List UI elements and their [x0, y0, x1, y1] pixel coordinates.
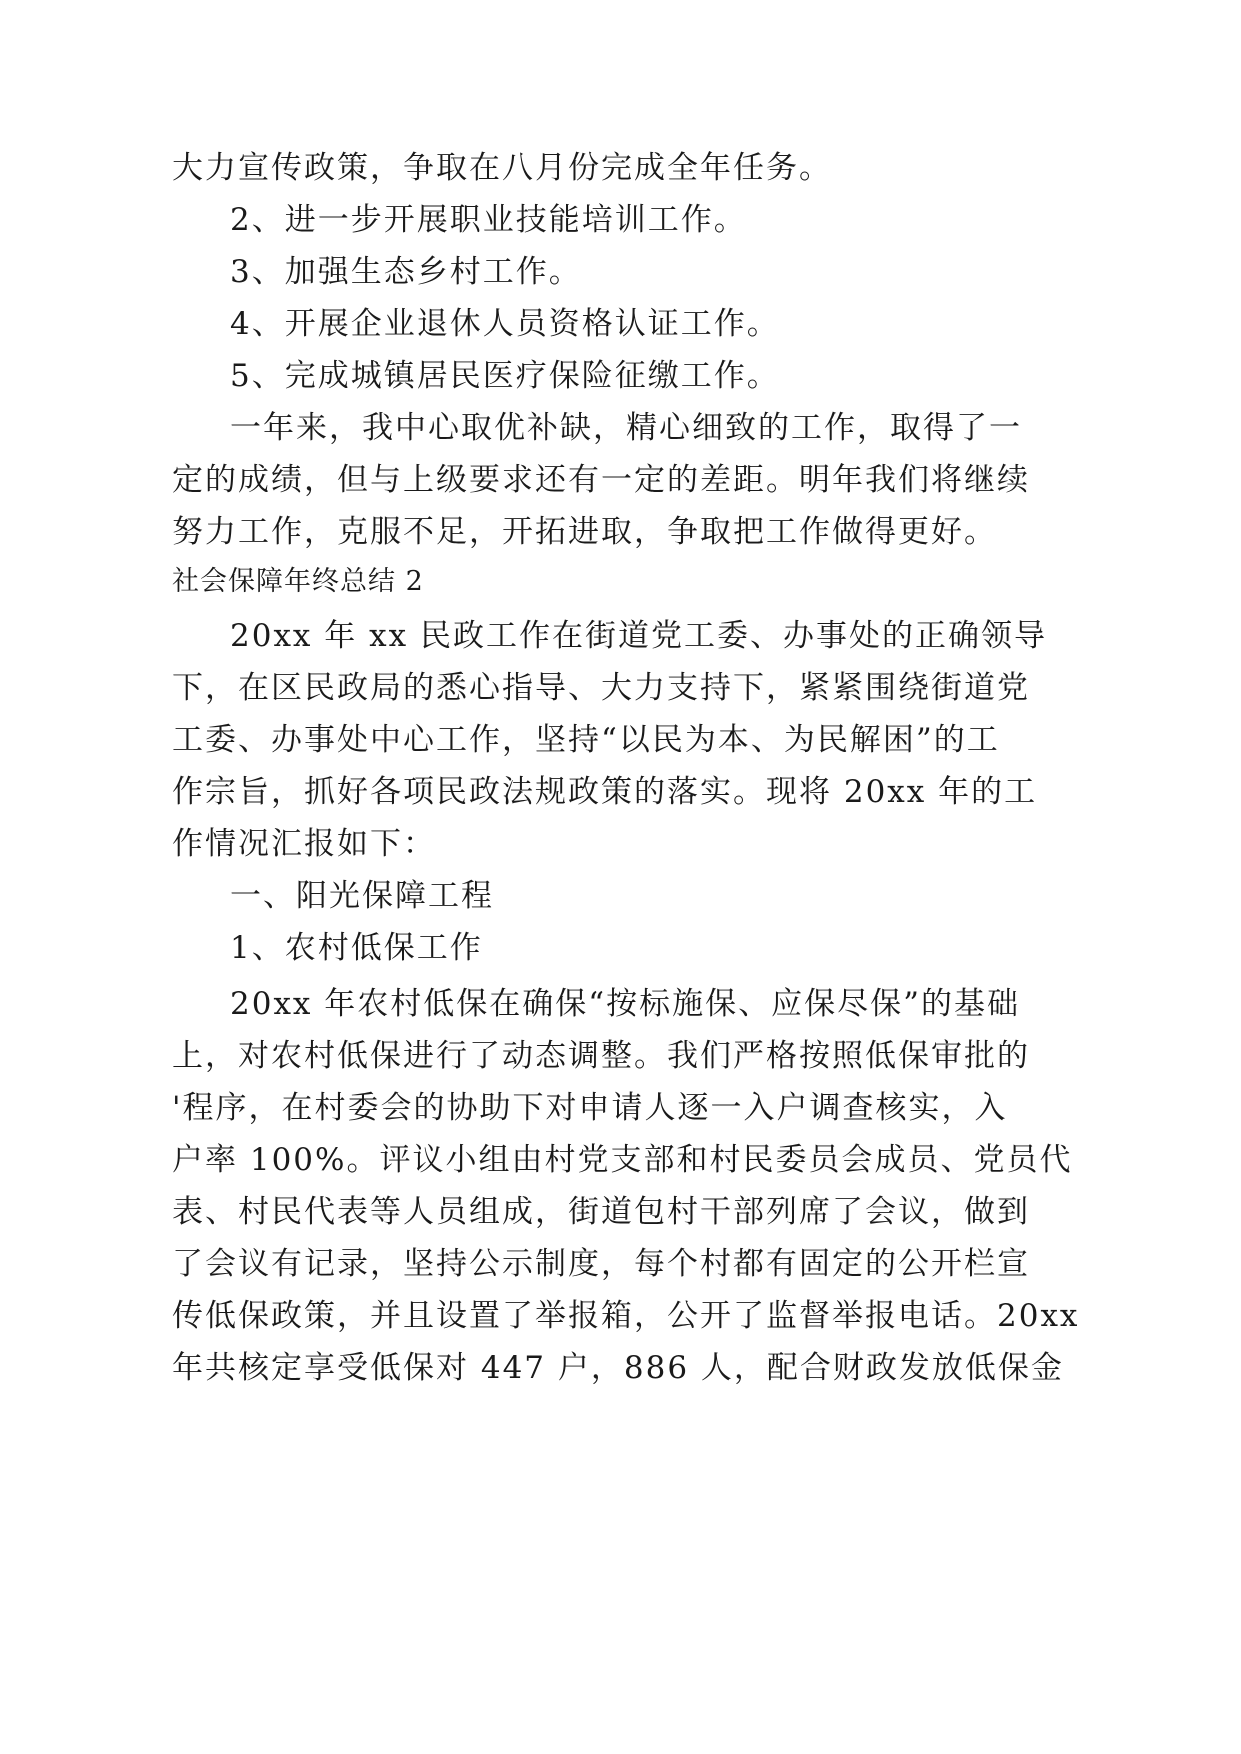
text-line: 大力宣传政策，争取在八月份完成全年任务。 [172, 150, 832, 186]
subheading: 一、阳光保障工程 [230, 878, 494, 914]
text-line: 下，在区民政局的悉心指导、大力支持下，紧紧围绕街道党 [172, 670, 1030, 706]
text-line: 户率 100%。评议小组由村党支部和村民委员会成员、党员代 [172, 1142, 1073, 1178]
text-line: 努力工作，克服不足，开拓进取，争取把工作做得更好。 [172, 514, 997, 550]
text-line: 一年来，我中心取优补缺，精心细致的工作，取得了一 [230, 410, 1022, 446]
text-line: 20xx 年 xx 民政工作在街道党工委、办事处的正确领导 [230, 618, 1047, 654]
text-line: 年共核定享受低保对 447 户，886 人，配合财政发放低保金 [172, 1350, 1064, 1386]
text-line: 作宗旨，抓好各项民政法规政策的落实。现将 20xx 年的工 [172, 774, 1038, 810]
text-line: 3、加强生态乡村工作。 [230, 254, 582, 290]
section-heading: 社会保障年终总结 2 [172, 566, 424, 597]
text-line: 定的成绩，但与上级要求还有一定的差距。明年我们将继续 [172, 462, 1030, 498]
text-line: 4、开展企业退休人员资格认证工作。 [230, 306, 780, 342]
text-line: 2、进一步开展职业技能培训工作。 [230, 202, 747, 238]
text-line: 5、完成城镇居民医疗保险征缴工作。 [230, 358, 780, 394]
text-line: 表、村民代表等人员组成，街道包村干部列席了会议，做到 [172, 1194, 1030, 1230]
subheading: 1、农村低保工作 [230, 930, 483, 966]
text-line: 工委、办事处中心工作，坚持“以民为本、为民解困”的工 [172, 722, 1000, 758]
text-line: '程序，在村委会的协助下对申请人逐一入户调查核实，入 [172, 1090, 1008, 1126]
text-line: 20xx 年农村低保在确保“按标施保、应保尽保”的基础 [230, 986, 1020, 1022]
text-line: 上，对农村低保进行了动态调整。我们严格按照低保审批的 [172, 1038, 1030, 1074]
text-line: 传低保政策，并且设置了举报箱，公开了监督举报电话。20xx [172, 1298, 1080, 1334]
text-line: 作情况汇报如下： [172, 826, 436, 862]
text-line: 了会议有记录，坚持公示制度，每个村都有固定的公开栏宣 [172, 1246, 1030, 1282]
